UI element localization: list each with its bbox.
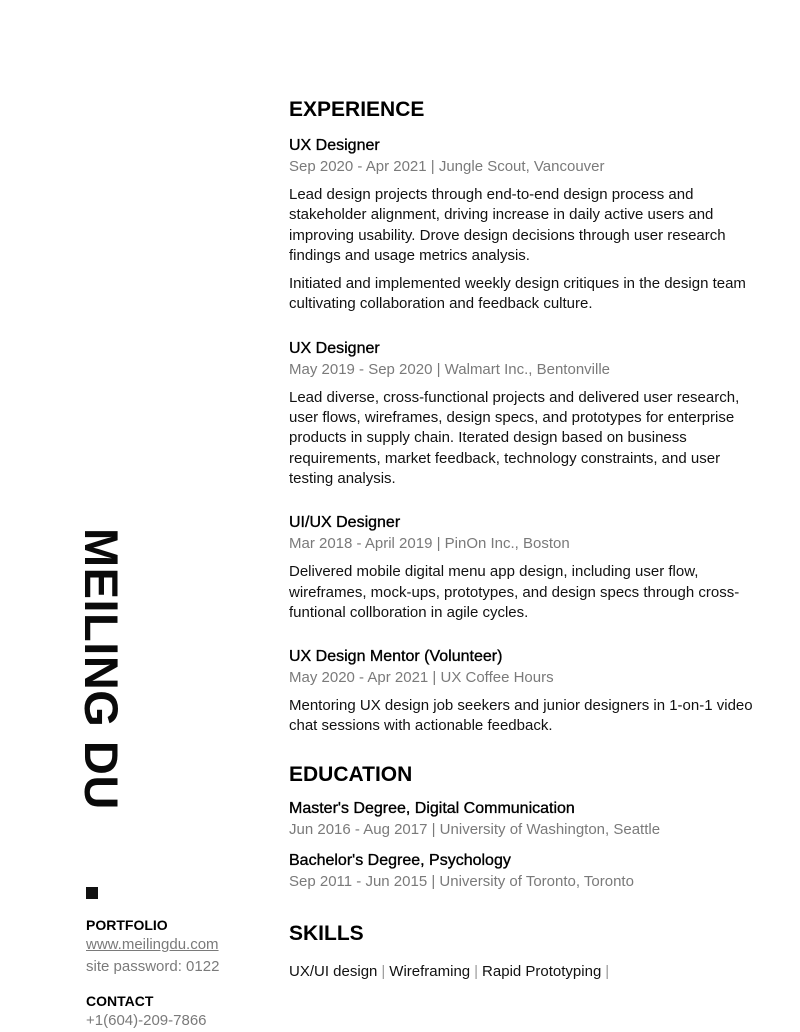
degree-title: Bachelor's Degree, Psychology — [289, 851, 511, 869]
education-entry — [289, 851, 759, 892]
job-entry — [289, 136, 759, 315]
job-meta: May 2020 - Apr 2021 | UX Coffee Hours — [289, 669, 554, 687]
portfolio-heading: PORTFOLIO — [86, 917, 168, 933]
job-description: Mentoring UX design job seekers and junior designers in 1-on-1 video chat sessions with actionable feedback. — [289, 697, 753, 735]
name-square-marker — [86, 887, 98, 899]
candidate-name: MEILING DU — [75, 528, 128, 810]
portfolio-password: site password: 0122 — [86, 958, 220, 975]
skill-item: Wireframing — [389, 962, 471, 980]
portfolio-link[interactable]: www.meilingdu.com — [86, 936, 219, 953]
job-entry — [289, 339, 759, 489]
job-title: UX Designer — [289, 339, 380, 357]
skill-separator: | — [381, 962, 386, 980]
job-title: UI/UX Designer — [289, 514, 401, 532]
degree-meta: Jun 2016 - Aug 2017 | University of Washington, Seattle — [289, 820, 661, 838]
contact-phone: +1(604)-209-7866 — [86, 1012, 207, 1029]
skills-heading: SKILLS — [289, 921, 364, 945]
job-meta: May 2019 - Sep 2020 | Walmart Inc., Bentonville — [289, 360, 610, 378]
job-entry — [289, 647, 759, 737]
job-title: UX Design Mentor (Volunteer) — [289, 648, 503, 666]
skill-item: UX/UI design — [289, 962, 378, 980]
contact-heading: CONTACT — [86, 993, 154, 1009]
skills-list — [289, 962, 759, 982]
sidebar — [86, 916, 266, 1032]
experience-heading: EXPERIENCE — [289, 98, 425, 121]
job-entry — [289, 513, 759, 623]
education-heading: EDUCATION — [289, 762, 413, 786]
portfolio-link-line — [86, 934, 266, 956]
job-meta: Mar 2018 - April 2019 | PinOn Inc., Boston — [289, 535, 570, 553]
job-meta: Sep 2020 - Apr 2021 | Jungle Scout, Vancouver — [289, 158, 605, 175]
job-description: Initiated and implemented weekly design critiques in the design team cultivating collaboration and feedback culture. — [289, 275, 746, 313]
degree-meta: Sep 2011 - Jun 2015 | University of Toronto, Toronto — [289, 872, 634, 890]
job-description: Lead design projects through end-to-end design process and stakeholder alignment, driving increase in daily active users and improving usability. Drove design decisions through user research findings and usage metrics analysis. — [289, 186, 726, 264]
main-content — [289, 96, 759, 982]
job-title: UX Designer — [289, 137, 380, 154]
skill-item: Rapid Prototyping — [482, 962, 602, 980]
skill-separator: | — [474, 962, 479, 980]
skill-separator: | — [605, 962, 610, 980]
education-entry — [289, 799, 759, 840]
job-description: Delivered mobile digital menu app design, including user flow, wireframes, mock-ups, prototypes, and design specs through cross-funtional collboration in agile cycles. — [289, 563, 740, 621]
degree-title: Master's Degree, Digital Communication — [289, 799, 575, 817]
job-description: Lead diverse, cross-functional projects and delivered user research, user flows, wireframes, design specs, and prototypes for enterprise products in supply chain. Iterated design based on business requirements, market feedback, technology constraints, and user testing analysis. — [289, 388, 740, 487]
